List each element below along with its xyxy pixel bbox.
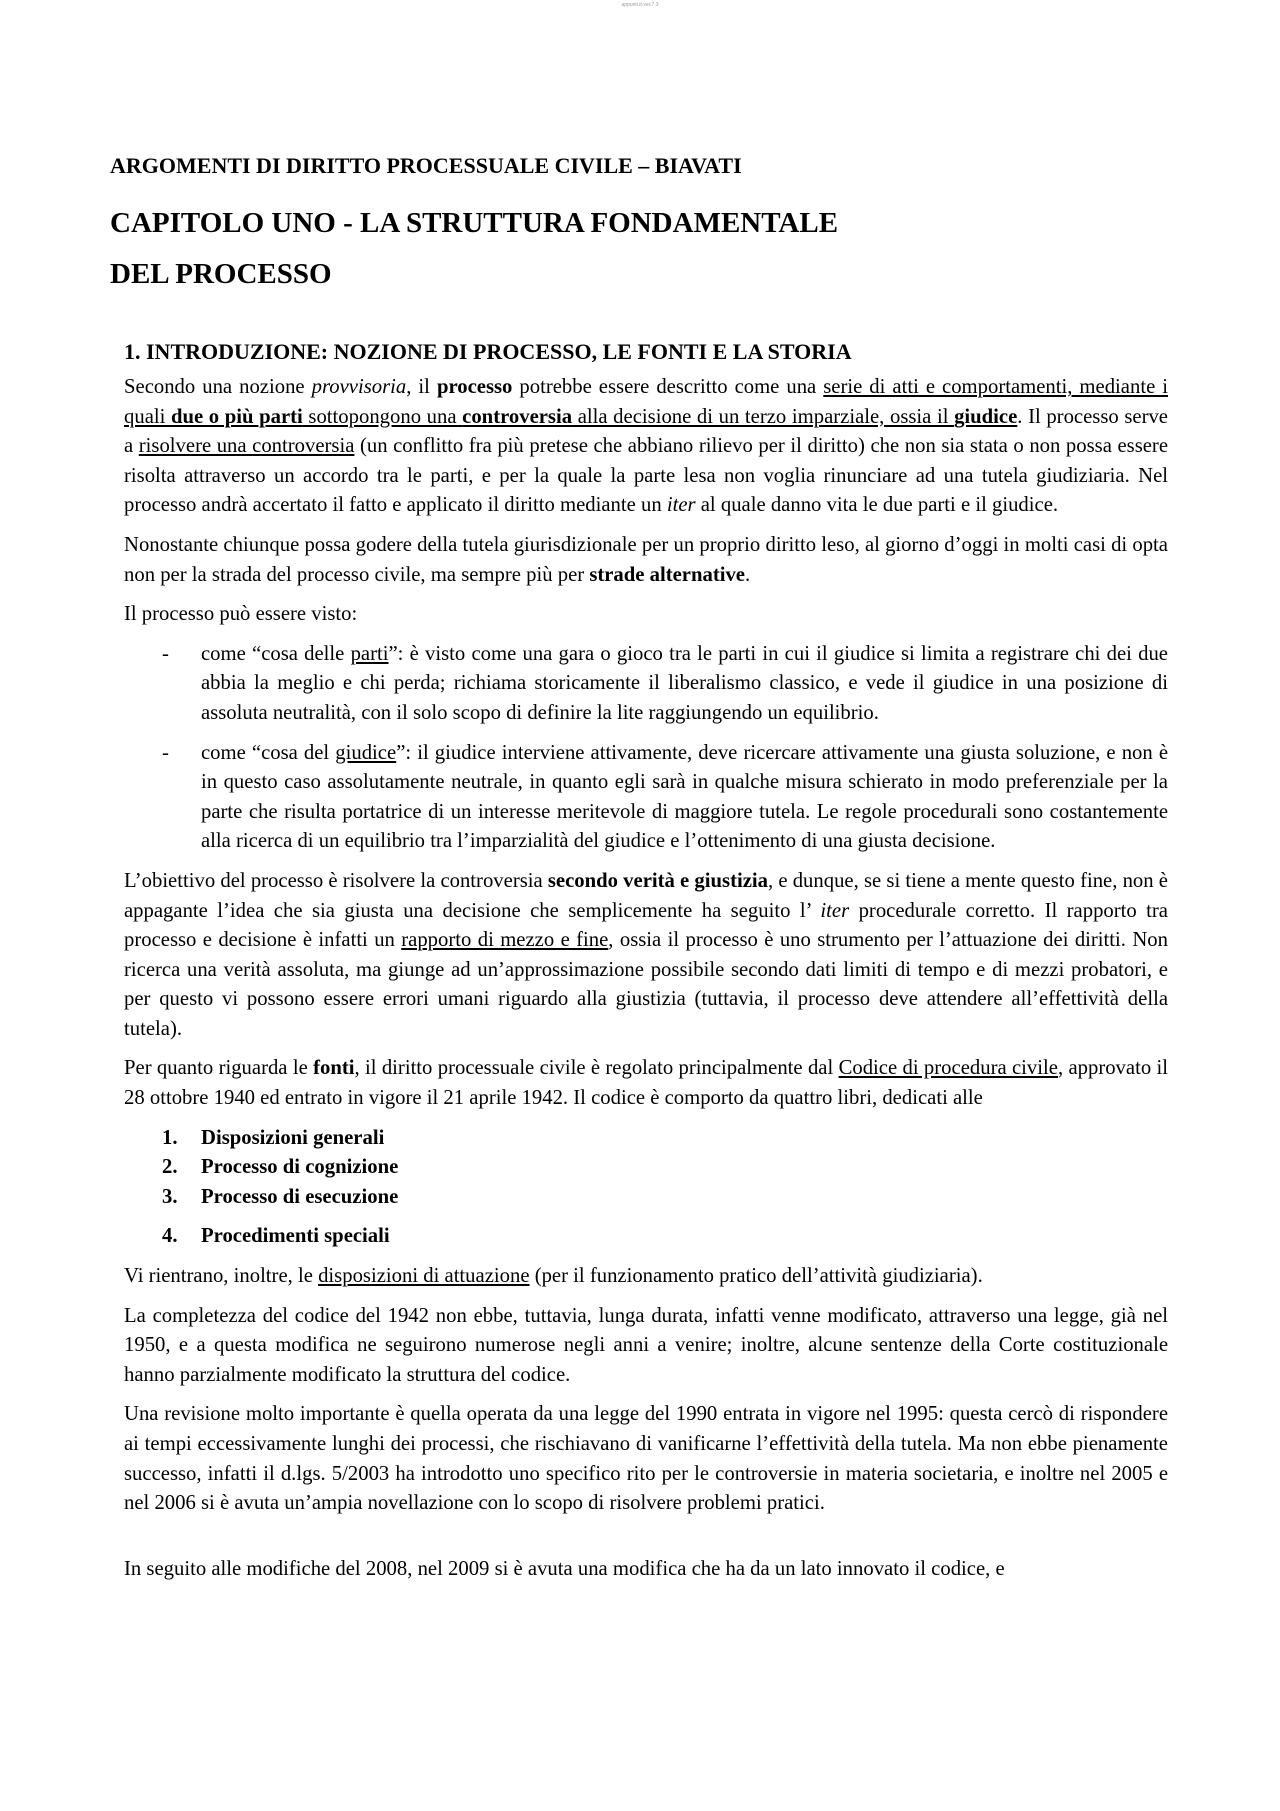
paragraph-revision: Una revisione molto importante è quella operata da una legge del 1990 entrata in vigore nel 1995: questa cercò di rispondere ai tempi eccessivamente lunghi dei processi, che rischiavano di vanificarne l’effettività della tutela. Ma non ebbe pienamente successo, infatti il d.lgs. 5/2003 ha introdotto uno specifico rito per le controversie in materia societaria, e inoltre nel 2005 e nel 2006 si è avuta un’ampia novellazione con lo scopo di risolvere problemi pratici. [124, 1403, 1168, 1515]
list-item: 4. Procedimenti speciali [162, 1225, 390, 1248]
list-item: 1. Disposizioni generali [162, 1126, 385, 1149]
list-item: - come “cosa del giudice”: il giudice interviene attivamente, deve ricercare attivamente una giusta soluzione, e non è in questo caso assolutamente neutrale, in quanto egli sarà in qualche misura schierato in modo preferenziale per la parte che risulta portatrice di un interesse meritevole di maggiore tutela. Le regole procedurali sono costantemente alla ricerca di un equilibrio tra l’imparzialità del giudice e l’ottenimento di una giusta decisione. [162, 741, 1168, 853]
body-text [124, 337, 1168, 1594]
list-item: - come “cosa delle parti”: è visto come una gara o gioco tra le parti in cui il giudice si limita a registrare chi dei due abbia la meglio e chi perda; richiama storicamente il liberalismo classico, e vede il giudice in una posizione di assoluta neutralità, con il solo scopo di definire la lite raggiungendo un equilibrio. [162, 642, 1168, 724]
paragraph-completeness: La completezza del codice del 1942 non ebbe, tuttavia, lunga durata, infatti venne modificato, attraverso una legge, già nel 1950, e a questa modifica ne seguirono numerose negli anni a venire; inoltre, alcune sentenze della Corte costituzionale hanno parzialmente modificato la struttura del codice. [124, 1304, 1168, 1386]
paragraph-implementation: Vi rientrano, inoltre, le disposizioni di attuazione (per il funzionamento pratico dell’attività giudiziaria). [124, 1265, 983, 1288]
list-item: 3. Processo di esecuzione [162, 1185, 399, 1208]
chapter-title [110, 198, 1170, 300]
section-heading: 1. INTRODUZIONE: NOZIONE DI PROCESSO, LE FONTI E LA STORIA [124, 339, 852, 364]
watermark: appunti.it-ver.7.3 [621, 2, 659, 8]
paragraph-later-changes: In seguito alle modifiche del 2008, nel 2009 si è avuta una modifica che ha da un lato innovato il codice, e [124, 1557, 1005, 1580]
list-item: 2. Processo di cognizione [162, 1156, 399, 1179]
dash-list [124, 640, 1168, 857]
paragraph-objective: L’obiettivo del processo è risolvere la controversia secondo verità e giustizia, e dunque, se si tiene a mente questo fine, non è appagante l’idea che sia giusta una decisione che semplicemente ha seguito l’ iter procedurale corretto. Il rapporto tra processo e decisione è infatti un rapporto di mezzo e fine, ossia il processo è uno strumento per l’attuazione dei diritti. Non ricerca una verità assoluta, ma giunge ad un’approssimazione possibile secondo dati limiti di tempo e di mezzi probatori, e per questo vi possono essere errori umani riguardo alla giustizia (tuttavia, il processo deve attendere all’effettività della tutela). [124, 869, 1168, 1040]
paragraph-definition: Secondo una nozione provvisoria, il processo potrebbe essere descritto come una serie di atti e comportamenti, mediante i quali due o più parti sottopongono una controversia alla decisione di un terzo imparziale, ossia il giudice. Il processo serve a risolvere una controversia (un conflitto fra più pretese che abbiano rilievo per il diritto) che non sia stata o non possa essere risolta attraverso un accordo tra le parti, e per la quale la parte lesa non voglia rinunciare ad una tutela giudiziaria. Nel processo andrà accertato il fatto e applicato il diritto mediante un iter al quale danno vita le due parti e il giudice. [124, 376, 1169, 517]
paragraph-sources: Per quanto riguarda le fonti, il diritto processuale civile è regolato principalmente dal Codice di procedura civile, approvato il 28 ottobre 1940 ed entrato in vigore il 21 aprile 1942. Il codice è comporto da quattro libri, dedicati alle [124, 1057, 1169, 1110]
chapter-title-line-2: DEL PROCESSO [110, 258, 332, 290]
chapter-title-line-1: CAPITOLO UNO - LA STRUTTURA FONDAMENTALE [110, 207, 839, 239]
paragraph-alternatives: Nonostante chiunque possa godere della tutela giurisdizionale per un proprio diritto leso, al giorno d’oggi in molti casi di opta non per la strada del processo civile, ma sempre più per strade alternative. [124, 533, 1168, 586]
numbered-list [124, 1124, 1168, 1252]
paragraph-intro-list: Il processo può essere visto: [124, 603, 358, 626]
document-title: ARGOMENTI DI DIRITTO PROCESSUALE CIVILE – BIAVATI [110, 153, 742, 178]
